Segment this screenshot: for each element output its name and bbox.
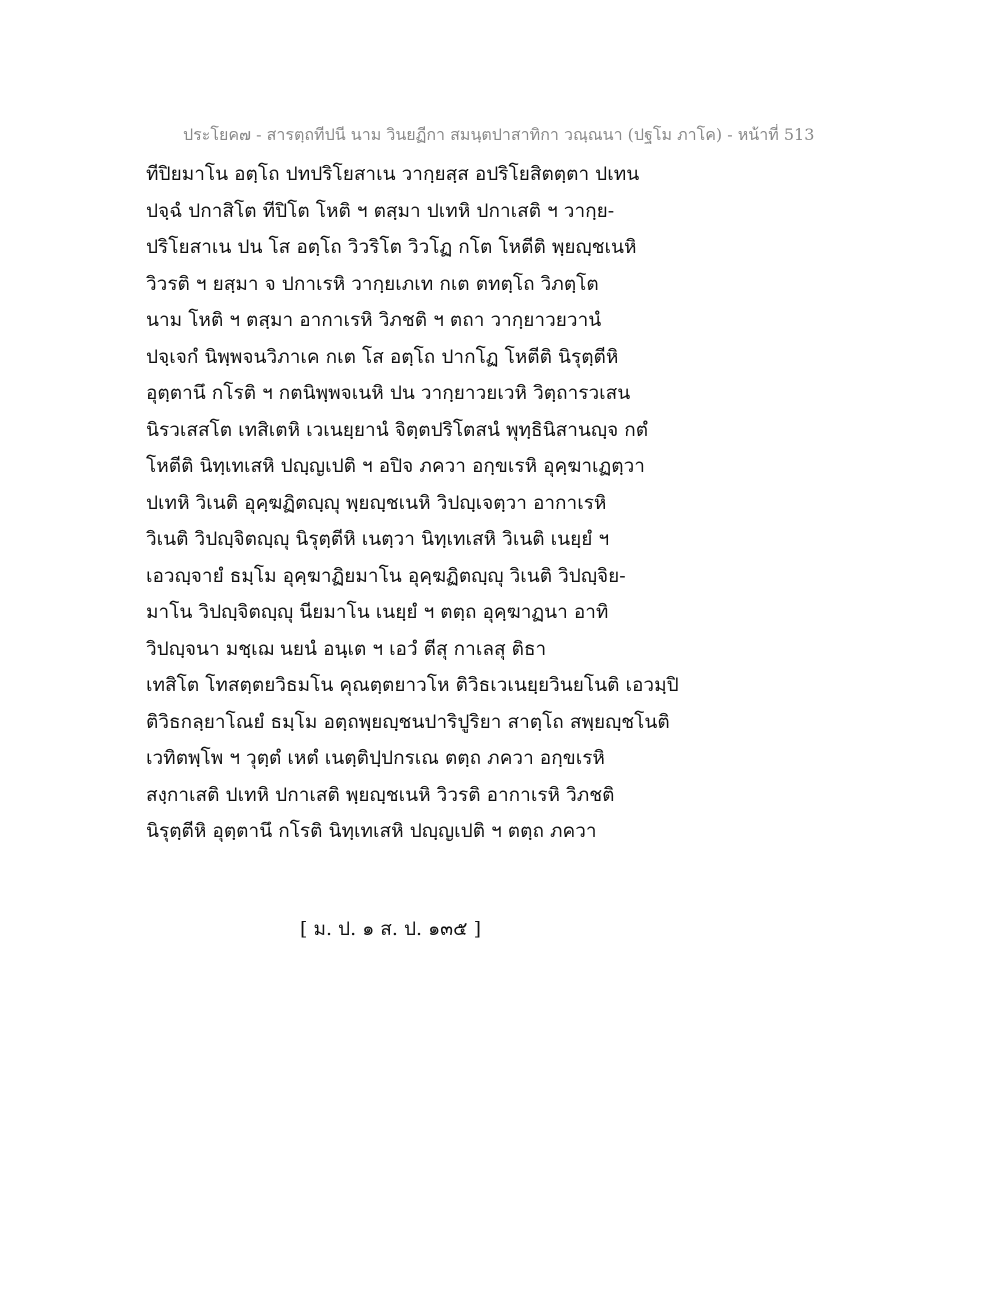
text-line: เทสิโต โทสตฺตยวิธมโน คุณตฺตยาวโห ติวิธเวเนยฺยวินยโนติ เอวมฺปิ	[146, 674, 679, 696]
page-reference: [ ม. ป. ๑ ส. ป. ๑๓๕ ]	[300, 918, 481, 940]
text-line: นิรวเสสโต เทสิเตหิ เวเนยฺยานํ จิตฺตปริโตสนํ พุทฺธินิสานญฺจ กตํ	[146, 418, 649, 441]
text-line: เอวญฺจายํ ธมฺโม อุคฺฆาฏิยมาโน อุคฺฆฏิตญฺญุ วิเนติ วิปญฺจิย-	[146, 564, 626, 587]
text-line: โหตีติ นิทฺเทเสหิ ปญฺญเปติ ฯ อปิจ ภควา อกฺขเรหิ อุคฺฆาเฏตฺวา	[146, 455, 645, 477]
text-line: สงฺกาเสติ ปเทหิ ปกาเสติ พฺยญฺชเนหิ วิวรติ อากาเรหิ วิภชติ	[146, 783, 615, 806]
text-line: ปจฺฉํ ปกาสิโต ทีปิโต โหติ ฯ ตสฺมา ปเทหิ ปกาเสติ ฯ วากฺย-	[146, 199, 615, 222]
text-line: นิรุตฺตีหิ อุตฺตานึ กโรติ นิทฺเทเสหิ ปญฺญเปติ ฯ ตตฺถ ภควา	[146, 820, 597, 842]
text-line: ติวิธกลฺยาโณยํ ธมฺโม อตฺถพฺยญฺชนปาริปูริยา สาตฺโถ สพฺยญฺชโนติ	[146, 710, 670, 733]
running-header: ประโยค๗ - สารตฺถทีปนี นาม วินยฏีกา สมนฺตปาสาทิกา วณฺณนา (ปฐโม ภาโค) - หน้าที่ 513	[183, 125, 815, 144]
body-text	[146, 161, 686, 855]
text-line: มาโน วิปญฺจิตญฺญุ นียมาโน เนยฺยํ ฯ ตตฺถ อุคฺฆาฏนา อาทิ	[146, 601, 609, 623]
text-line: วิปญฺจนา มชฺเฌ นยนํ อนฺเต ฯ เอวํ ตีสุ กาเลสุ ติธา	[146, 637, 547, 660]
text-line: นาม โหติ ฯ ตสฺมา อากาเรหิ วิภชติ ฯ ตถา วากฺยาวยวานํ	[146, 309, 602, 331]
text-line: วิเนติ วิปญฺจิตญฺญุ นิรุตฺตีหิ เนตฺวา นิทฺเทเสหิ วิเนติ เนยฺยํ ฯ	[146, 528, 610, 550]
text-line: ปริโยสาเน ปน โส อตฺโถ วิวริโต วิวโฏ กโต โหตีติ พฺยญฺชเนหิ	[146, 236, 637, 258]
text-line: วิวรติ ฯ ยสฺมา จ ปกาเรหิ วากฺยเภเท กเต ตทตฺโถ วิภตฺโต	[146, 272, 599, 295]
text-line: อุตฺตานึ กโรติ ฯ กตนิพฺพจเนหิ ปน วากฺยาวยเวหิ วิตฺถารวเสน	[146, 382, 631, 404]
text-line: ทีปิยมาโน อตฺโถ ปทปริโยสาเน วากฺยสฺส อปริโยสิตตฺตา ปเทน	[146, 163, 640, 185]
text-line: เวทิตพฺโพ ฯ วุตฺตํ เหตํ เนตฺติปฺปกรเณ ตตฺถ ภควา อกฺขเรหิ	[146, 747, 605, 769]
text-line: ปจฺเจกํ นิพฺพจนวิภาเค กเต โส อตฺโถ ปากโฏ โหตีติ นิรุตฺตีหิ	[146, 345, 619, 368]
text-line: ปเทหิ วิเนติ อุคฺฆฏิตญฺญุ พฺยญฺชเนหิ วิปญฺเจตฺวา อากาเรหิ	[146, 491, 607, 514]
